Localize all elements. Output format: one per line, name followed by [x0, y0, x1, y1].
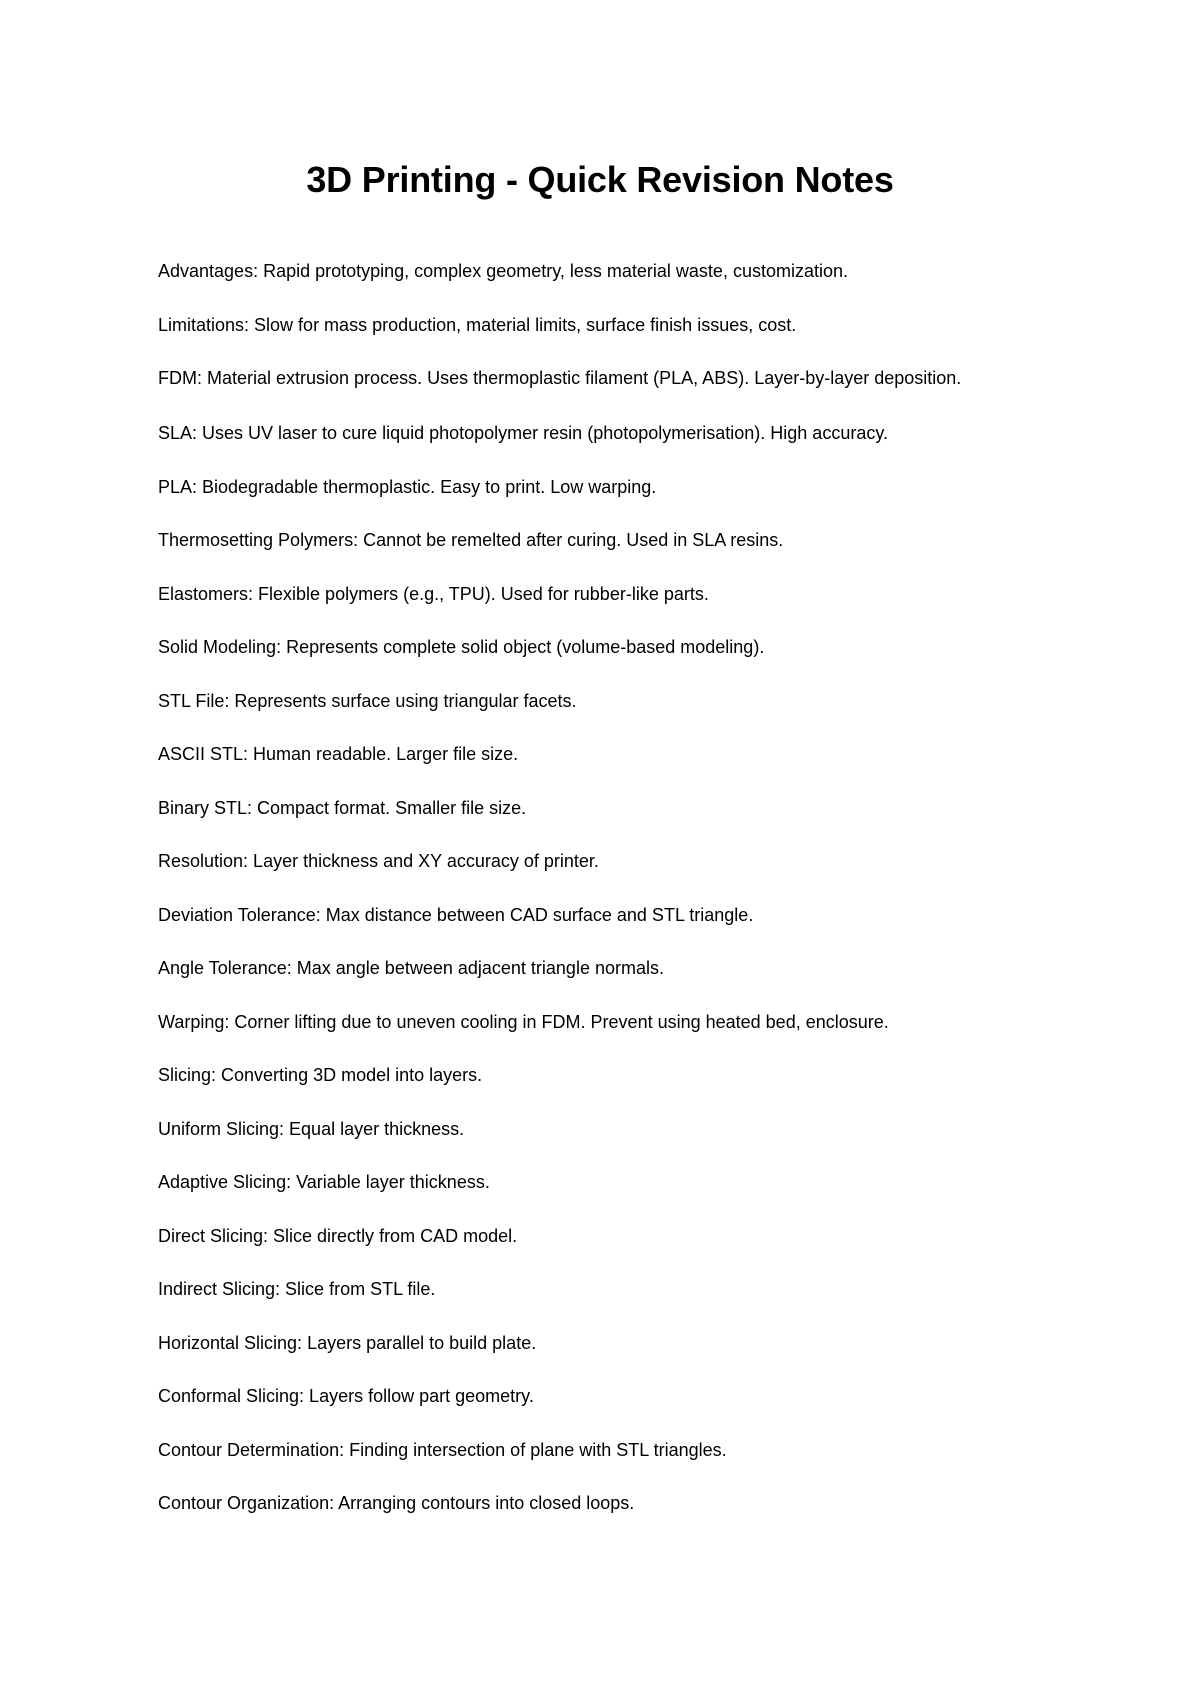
note-angle-tolerance: Angle Tolerance: Max angle between adjacent triangle normals.: [158, 958, 664, 978]
note-advantages: Advantages: Rapid prototyping, complex geometry, less material waste, customization.: [158, 261, 848, 281]
note-contour-organization: Contour Organization: Arranging contours into closed loops.: [158, 1493, 635, 1513]
note-thermosetting-polymers: Thermosetting Polymers: Cannot be remelted after curing. Used in SLA resins.: [158, 530, 784, 550]
note-contour-determination: Contour Determination: Finding intersection of plane with STL triangles.: [158, 1439, 727, 1460]
note-adaptive-slicing: Adaptive Slicing: Variable layer thickness.: [158, 1172, 490, 1192]
note-ascii-stl: ASCII STL: Human readable. Larger file size.: [158, 744, 519, 764]
revision-notes-list: [158, 259, 998, 1545]
note-uniform-slicing: Uniform Slicing: Equal layer thickness.: [158, 1118, 465, 1139]
note-resolution: Resolution: Layer thickness and XY accuracy of printer.: [158, 851, 599, 871]
note-stl-file: STL File: Represents surface using triangular facets.: [158, 690, 577, 711]
note-elastomers: Elastomers: Flexible polymers (e.g., TPU). Used for rubber-like parts.: [158, 583, 709, 604]
note-deviation-tolerance: Deviation Tolerance: Max distance between CAD surface and STL triangle.: [158, 904, 754, 925]
note-indirect-slicing: Indirect Slicing: Slice from STL file.: [158, 1279, 436, 1299]
note-conformal-slicing: Conformal Slicing: Layers follow part geometry.: [158, 1386, 534, 1406]
note-solid-modeling: Solid Modeling: Represents complete solid object (volume-based modeling).: [158, 637, 765, 657]
note-direct-slicing: Direct Slicing: Slice directly from CAD model.: [158, 1225, 518, 1246]
note-pla: PLA: Biodegradable thermoplastic. Easy to print. Low warping.: [158, 476, 657, 497]
note-warping: Warping: Corner lifting due to uneven cooling in FDM. Prevent using heated bed, enclosure.: [158, 1011, 889, 1032]
note-fdm: FDM: Material extrusion process. Uses thermoplastic filament (PLA, ABS). Layer-by-layer deposition.: [158, 368, 962, 388]
note-horizontal-slicing: Horizontal Slicing: Layers parallel to build plate.: [158, 1332, 537, 1353]
note-binary-stl: Binary STL: Compact format. Smaller file size.: [158, 797, 527, 818]
note-slicing: Slicing: Converting 3D model into layers.: [158, 1065, 483, 1085]
note-sla: SLA: Uses UV laser to cure liquid photopolymer resin (photopolymerisation). High accuracy.: [158, 423, 888, 443]
page-title: 3D Printing - Quick Revision Notes: [306, 159, 894, 200]
note-limitations: Limitations: Slow for mass production, material limits, surface finish issues, cost.: [158, 314, 797, 335]
